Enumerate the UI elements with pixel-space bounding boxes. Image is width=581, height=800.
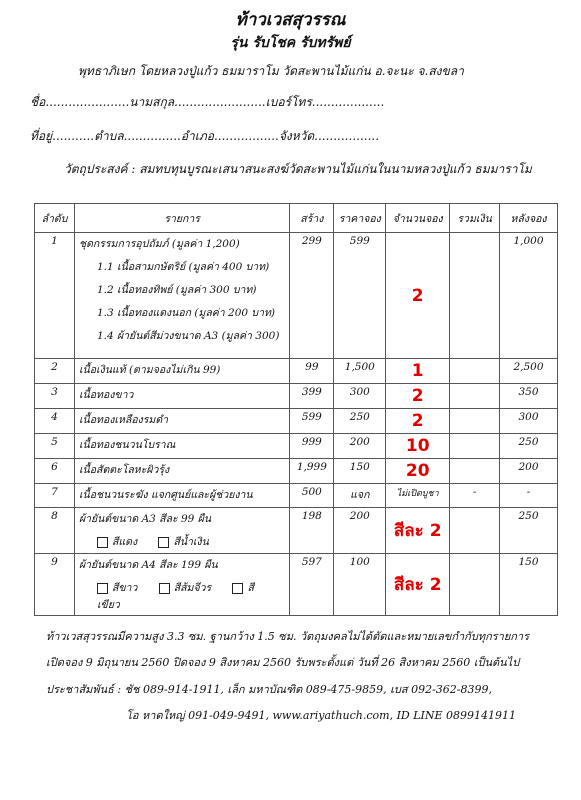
row-no: 9 [35,554,75,616]
row-price: 200 [334,434,386,459]
row-made: 399 [290,384,334,409]
row-after: 250 [500,434,558,459]
row-qty: สีละ 2 [386,508,450,554]
table-row [35,359,558,384]
row-price: 599 [334,233,386,359]
row-item [74,554,289,616]
table-row [35,434,558,459]
purpose-line: วัตถุประสงค์ : สมทบทุนบูรณะเสนาสนะสงฆ์วัดสะพานไม้แก่นในนามหลวงปู่แก้ว ธมมาราโม [64,162,532,176]
table-row [35,233,558,359]
row-made: 999 [290,434,334,459]
table-row [35,409,558,434]
row-no: 8 [35,508,75,554]
footer-contacts: ประชาสัมพันธ์ : ชัช 089-914-1911, เล็ก มหาบัณฑิต 089-475-9859, เบส 092-362-8399, [46,683,493,696]
row-qty: 2 [386,409,450,434]
checkbox[interactable] [158,537,169,548]
color-option [97,582,137,594]
color-option-label: สีแดง [111,536,138,548]
checkbox[interactable] [232,583,243,594]
color-option-label: สีขาว [111,582,138,594]
row-made: 99 [290,359,334,384]
checkbox[interactable] [159,583,170,594]
row-qty: 10 [386,434,450,459]
row-no: 6 [35,459,75,484]
color-option [158,536,208,548]
row-no: 3 [35,384,75,409]
color-option [159,582,211,594]
row-qty: 20 [386,459,450,484]
row-price: 300 [334,384,386,409]
checkbox[interactable] [97,583,108,594]
row-after: - [500,484,558,508]
item-label: ชุดกรรมการอุปถัมภ์ (มูลค่า 1,200) [78,238,240,250]
checkbox[interactable] [97,537,108,548]
item-label: ผ้ายันต์ขนาด A4 สีละ 199 ผืน [78,559,218,571]
color-option [97,536,137,548]
ceremony-line: พุทธาภิเษก โดยหลวงปู่แก้ว ธมมาราโม วัดสะพานไม้แก่น อ.จะนะ จ.สงขลา [78,64,464,78]
color-options [97,533,285,550]
row-after: 300 [500,409,558,434]
row-qty: 2 [386,384,450,409]
row-item [74,508,289,554]
row-after: 150 [500,554,558,616]
row-no: 1 [35,233,75,359]
row-after: 250 [500,508,558,554]
row-after: 200 [500,459,558,484]
row-total [450,384,500,409]
row-qty: สีละ 2 [386,554,450,616]
row-item [74,233,289,359]
table-row [35,384,558,409]
row-qty: 2 [386,233,450,359]
row-total [450,508,500,554]
row-total [450,359,500,384]
row-qty: 1 [386,359,450,384]
table-header-row [35,204,558,233]
row-qty: ไม่เปิดบูชา [386,484,450,508]
sub-item: 1.2 เนื้อทองทิพย์ (มูลค่า 300 บาท) [96,284,257,296]
color-options [97,579,285,613]
row-item: เนื้อชนวนระฆัง แจกศูนย์และผู้ช่วยงาน [74,484,289,508]
row-after: 1,000 [500,233,558,359]
row-made: 299 [290,233,334,359]
row-item: เนื้อสัตตะโลหะผิวรุ้ง [74,459,289,484]
sub-item: 1.1 เนื้อสามกษัตริย์ (มูลค่า 400 บาท) [96,261,270,273]
table-row [35,554,558,616]
row-after: 2,500 [500,359,558,384]
table-row [35,484,558,508]
col-header-qty: จำนวนจอง [386,204,450,233]
row-price: 250 [334,409,386,434]
item-label: ผ้ายันต์ขนาด A3 สีละ 99 ผืน [78,513,212,525]
row-total: - [450,484,500,508]
sub-item: 1.3 เนื้อทองแดงนอก (มูลค่า 200 บาท) [96,307,275,319]
color-option-label: สีเขียว [96,582,254,611]
row-price: 200 [334,508,386,554]
address-field-line: ที่อยู่...........ตำบล...............อำเภอ.................จังหวัด................. [30,129,380,143]
row-no: 7 [35,484,75,508]
footer-dates: เปิดจอง 9 มิถุนายน 2560 ปิดจอง 9 สิงหาคม 2560 รับพระตั้งแต่ วันที่ 26 สิงหาคม 2560 เป็นต้นไป [46,656,520,669]
table-row [35,459,558,484]
row-item: เนื้อเงินแท้ (ตามจองไม่เกิน 99) [74,359,289,384]
row-item: เนื้อทองขาว [74,384,289,409]
document-title: ท้าวเวสสุวรรณ [235,10,346,30]
row-item: เนื้อทองชนวนโบราณ [74,434,289,459]
col-header-after: หลังจอง [500,204,558,233]
order-table [34,203,558,616]
row-item: เนื้อทองเหลืองรมดำ [74,409,289,434]
row-no: 2 [35,359,75,384]
col-header-total: รวมเงิน [450,204,500,233]
color-option-label: สีส้มจีวร [173,582,212,594]
col-header-price: ราคาจอง [334,204,386,233]
color-option-label: สีน้ำเงิน [173,536,209,548]
row-price: 100 [334,554,386,616]
row-made: 1,999 [290,459,334,484]
sub-item: 1.4 ผ้ายันต์สีม่วงขนาด A3 (มูลค่า 300) [96,330,280,342]
row-total [450,434,500,459]
footer-size-note: ท้าวเวสสุวรรณมีความสูง 3.3 ซม. ฐานกว้าง 1.5 ซม. วัตถุมงคลไม่ได้ตัดและหมายเลขกำกับทุกรายการ [46,630,530,643]
col-header-no: ลำดับ [35,204,75,233]
row-made: 597 [290,554,334,616]
footer-contacts-2: โอ หาดใหญ่ 091-049-9491, www.ariyathuch.com, ID LINE 0899141911 [126,709,517,722]
row-no: 4 [35,409,75,434]
row-made: 599 [290,409,334,434]
row-price: 150 [334,459,386,484]
row-total [450,554,500,616]
row-made: 198 [290,508,334,554]
col-header-item: รายการ [74,204,289,233]
row-total [450,459,500,484]
col-header-made: สร้าง [290,204,334,233]
row-no: 5 [35,434,75,459]
row-total [450,233,500,359]
name-field-line: ชื่อ......................นามสกุล........................เบอร์โทร................... [30,95,385,109]
row-total [450,409,500,434]
table-row [35,508,558,554]
row-after: 350 [500,384,558,409]
row-price: 1,500 [334,359,386,384]
document-subtitle: รุ่น รับโชค รับทรัพย์ [230,35,351,51]
row-made: 500 [290,484,334,508]
row-price: แจก [334,484,386,508]
